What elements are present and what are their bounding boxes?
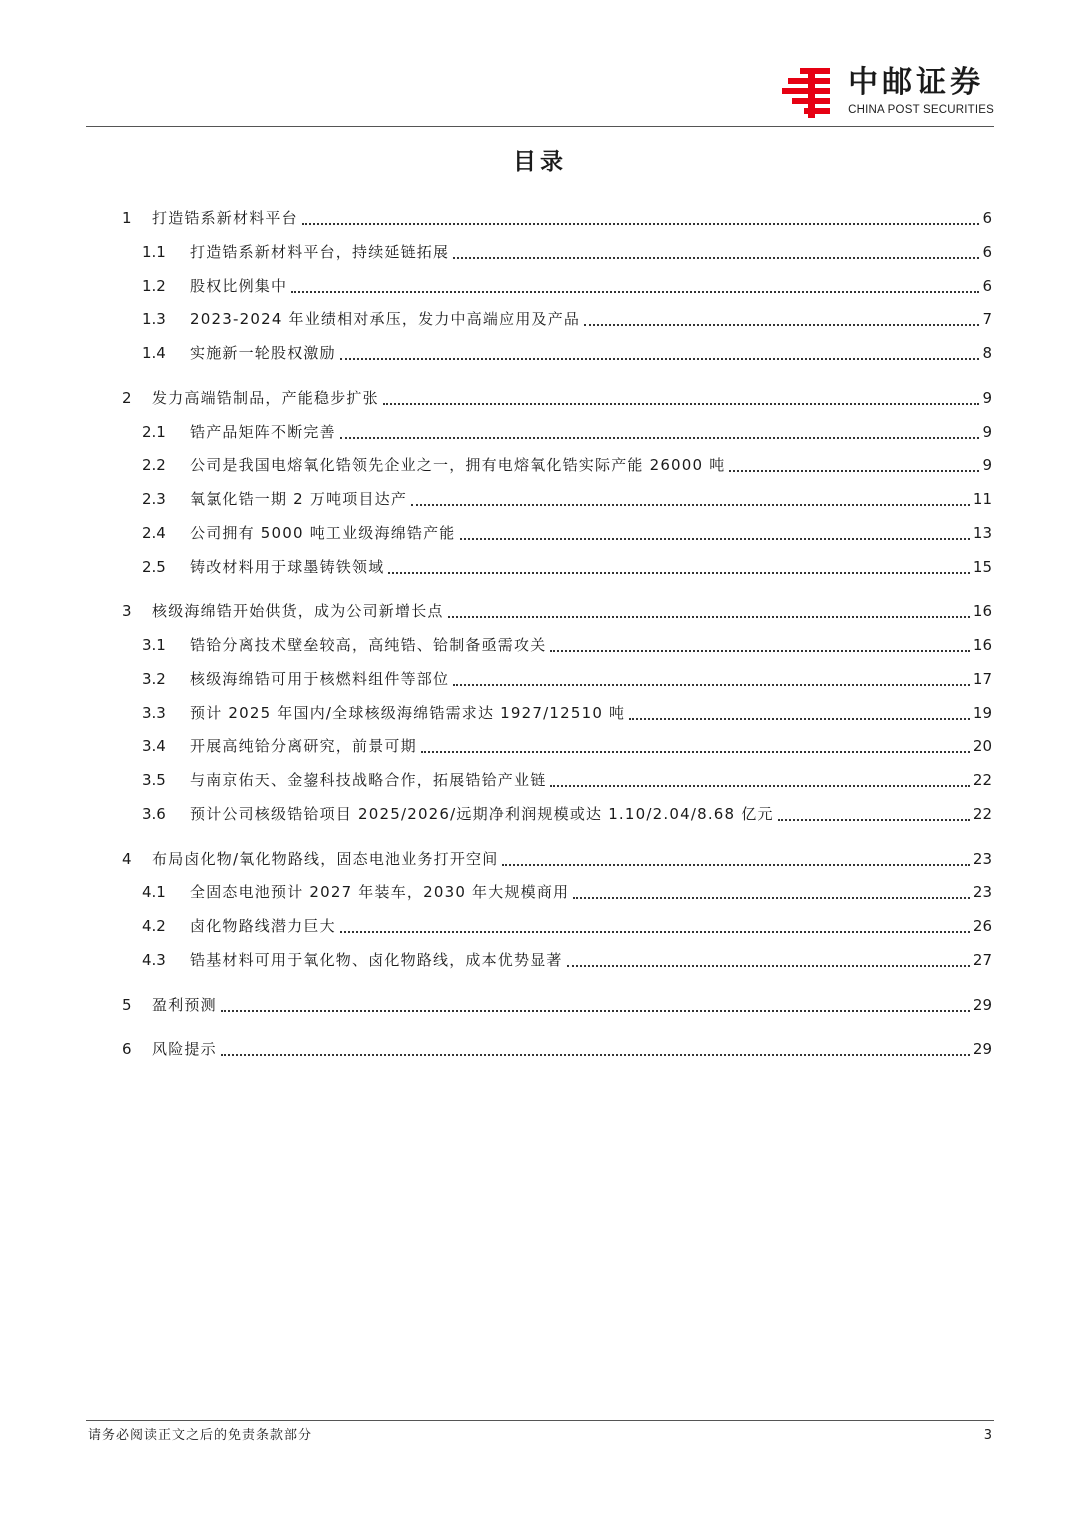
toc-entry-line [190, 486, 992, 512]
toc-entry[interactable] [0, 306, 1080, 332]
toc-entry[interactable] [0, 913, 1080, 939]
toc-entry-page: 20 [972, 737, 992, 756]
toc-dot-leader [448, 616, 970, 618]
toc-entry-page: 7 [982, 310, 992, 329]
toc-dot-leader [221, 1054, 970, 1056]
toc-entry-title: 盈利预测 [152, 995, 217, 1014]
toc-entry-page: 9 [982, 456, 992, 475]
header-divider [86, 126, 994, 127]
toc-dot-leader [383, 403, 980, 405]
toc-entry-page: 16 [972, 636, 992, 654]
toc-entry-title: 铸改材料用于球墨铸铁领域 [190, 557, 385, 576]
toc-entry-line [190, 666, 992, 692]
toc-entry-page: 8 [982, 344, 992, 362]
toc-entry-line [152, 1036, 992, 1062]
page-title: 目录 [513, 149, 567, 175]
footer-page-number: 3 [983, 1428, 992, 1443]
toc-entry-line [190, 452, 992, 478]
toc-dot-leader [411, 504, 970, 506]
toc-entry-number: 2.2 [142, 456, 166, 475]
toc-entry[interactable] [0, 801, 1080, 827]
toc-entry-number: 2 [122, 388, 132, 407]
toc-entry-number: 4.3 [142, 950, 166, 969]
toc-entry-title: 预计 2025 年国内/全球核级海绵锆需求达 1927/12510 吨 [190, 703, 626, 722]
toc-dot-leader [502, 864, 969, 866]
toc-entry[interactable] [0, 992, 1080, 1018]
toc-entry-page: 27 [972, 950, 992, 969]
toc-entry[interactable] [0, 632, 1080, 658]
toc-entry-title: 打造锆系新材料平台 [152, 209, 298, 227]
toc-entry-line [190, 700, 992, 726]
toc-dot-leader [460, 538, 970, 540]
toc-entry-page: 22 [972, 771, 992, 789]
toc-entry[interactable] [0, 554, 1080, 580]
toc-dot-leader [550, 785, 970, 787]
toc-entry-number: 1.2 [142, 276, 166, 295]
toc-dot-leader [340, 437, 980, 439]
toc-entry[interactable] [0, 879, 1080, 905]
toc-entry-line [190, 913, 992, 939]
toc-dot-leader [573, 897, 970, 899]
toc-entry-line [152, 385, 992, 411]
toc-dot-leader [629, 718, 970, 720]
toc-entry-title: 发力高端锆制品，产能稳步扩张 [152, 388, 379, 407]
toc-entry-line [190, 273, 992, 299]
toc-entry-title: 公司拥有 5000 吨工业级海绵锆产能 [190, 523, 456, 542]
toc-entry-number: 3.4 [142, 737, 166, 756]
toc-entry-page: 15 [972, 557, 992, 576]
toc-entry-line [190, 879, 992, 905]
toc-entry[interactable] [0, 700, 1080, 726]
toc-entry-title: 2023-2024 年业绩相对承压，发力中高端应用及产品 [190, 310, 581, 329]
toc-entry-page: 17 [972, 669, 992, 688]
toc-entry-page: 9 [982, 422, 992, 441]
toc-entry-title: 全固态电池预计 2027 年装车，2030 年大规模商用 [190, 883, 570, 902]
toc-entry[interactable] [0, 520, 1080, 546]
toc-entry-page: 13 [972, 523, 992, 542]
toc-entry-page: 29 [972, 1040, 992, 1059]
toc-entry[interactable] [0, 205, 1080, 231]
toc-entry-page: 16 [972, 602, 992, 621]
footer-divider [86, 1420, 994, 1421]
toc-entry-line [152, 598, 992, 624]
toc-entry-title: 核级海绵锆开始供货，成为公司新增长点 [152, 602, 444, 621]
toc-entry-number: 6 [122, 1040, 132, 1059]
toc-dot-leader [388, 572, 970, 574]
brand-logo [780, 66, 994, 124]
toc-entry-title: 核级海绵锆可用于核燃料组件等部位 [190, 669, 450, 688]
toc-entry-page: 6 [982, 276, 992, 295]
china-post-emblem-icon [780, 66, 838, 120]
toc-dot-leader [291, 291, 979, 293]
toc-entry-line [190, 306, 992, 332]
toc-entry-line [190, 767, 992, 793]
footer-disclaimer: 请务必阅读正文之后的免责条款部分 [88, 1428, 313, 1443]
toc-entry-title: 布局卤化物/氧化物路线，固态电池业务打开空间 [152, 849, 499, 868]
toc-entry[interactable] [0, 666, 1080, 692]
toc-entry-line [190, 239, 992, 265]
toc-entry-title: 打造锆系新材料平台，持续延链拓展 [190, 242, 450, 261]
toc-entry-number: 1.3 [142, 310, 166, 329]
toc-dot-leader [550, 650, 970, 652]
toc-entry-line [190, 801, 992, 827]
toc-entry-line [190, 632, 992, 658]
toc-entry-number: 2.1 [142, 422, 166, 441]
toc-entry-title: 预计公司核级锆铪项目 2025/2026/远期净利润规模或达 1.10/2.04/8.68 亿元 [190, 804, 774, 823]
toc-entry-title: 开展高纯铪分离研究，前景可期 [190, 737, 417, 756]
toc-entry-number: 1.4 [142, 344, 166, 362]
brand-name-cn: 中邮证券 [848, 65, 985, 100]
toc-dot-leader [778, 819, 970, 821]
toc-entry-page: 6 [982, 242, 992, 261]
toc-entry-line [190, 947, 992, 973]
toc-entry-title: 锆产品矩阵不断完善 [190, 422, 336, 441]
toc-entry-page: 6 [982, 209, 992, 227]
toc-entry-title: 氧氯化锆一期 2 万吨项目达产 [190, 490, 408, 508]
toc-dot-leader [340, 931, 970, 933]
toc-entry-number: 5 [122, 995, 132, 1014]
toc-entry-page: 23 [972, 849, 992, 868]
toc-entry-line [190, 733, 992, 759]
toc-entry-number: 2.4 [142, 523, 166, 542]
toc-entry-line [190, 520, 992, 546]
toc-entry[interactable] [0, 947, 1080, 973]
toc-entry-page: 9 [982, 388, 992, 407]
toc-entry-number: 1.1 [142, 242, 166, 261]
toc-entry-number: 3.2 [142, 669, 166, 688]
toc-entry[interactable] [0, 733, 1080, 759]
toc-entry-title: 锆铪分离技术壁垒较高，高纯锆、铪制备亟需攻关 [190, 636, 547, 654]
toc-entry-number: 4.2 [142, 917, 166, 935]
toc-entry[interactable] [0, 452, 1080, 478]
toc-entry-title: 卤化物路线潜力巨大 [190, 917, 336, 935]
toc-dot-leader [421, 751, 970, 753]
brand-name-en: CHINA POST SECURITIES [848, 104, 994, 116]
toc-entry-number: 3.5 [142, 771, 166, 789]
toc-entry-line [152, 992, 992, 1018]
toc-entry-page: 26 [972, 917, 992, 935]
toc-entry-number: 2.3 [142, 490, 166, 508]
toc-dot-leader [584, 324, 979, 326]
toc-entry-page: 22 [972, 804, 992, 823]
toc-dot-leader [302, 223, 980, 225]
toc-entry-number: 2.5 [142, 557, 166, 576]
toc-entry-number: 4 [122, 849, 132, 868]
toc-entry[interactable] [0, 419, 1080, 445]
toc-dot-leader [340, 358, 980, 360]
toc-entry[interactable] [0, 767, 1080, 793]
toc-entry[interactable] [0, 273, 1080, 299]
toc-entry-page: 11 [972, 490, 992, 508]
toc-entry-title: 风险提示 [152, 1040, 217, 1059]
toc-entry[interactable] [0, 239, 1080, 265]
toc-entry-page: 19 [972, 703, 992, 722]
toc-entry-number: 1 [122, 209, 132, 227]
toc-entry[interactable] [0, 486, 1080, 512]
toc-entry-number: 4.1 [142, 883, 166, 902]
toc-entry[interactable] [0, 846, 1080, 872]
toc-entry-title: 锆基材料可用于氧化物、卤化物路线，成本优势显著 [190, 950, 563, 969]
toc-entry-page: 23 [972, 883, 992, 902]
toc-entry-page: 29 [972, 995, 992, 1014]
toc-entry-line [152, 205, 992, 231]
toc-entry-title: 实施新一轮股权激励 [190, 344, 336, 362]
toc-entry[interactable] [0, 1036, 1080, 1062]
toc-entry-line [190, 419, 992, 445]
toc-entry-number: 3.1 [142, 636, 166, 654]
toc-entry-number: 3.6 [142, 804, 166, 823]
toc-entry-number: 3 [122, 602, 132, 621]
toc-dot-leader [221, 1010, 970, 1012]
toc-entry-line [152, 846, 992, 872]
toc-entry[interactable] [0, 340, 1080, 366]
toc-entry-title: 公司是我国电熔氧化锆领先企业之一，拥有电熔氧化锆实际产能 26000 吨 [190, 456, 726, 475]
toc-entry-number: 3.3 [142, 703, 166, 722]
toc-entry[interactable] [0, 385, 1080, 411]
toc-entry-line [190, 554, 992, 580]
toc-entry-line [190, 340, 992, 366]
toc-dot-leader [729, 470, 979, 472]
toc-dot-leader [567, 965, 970, 967]
toc-entry[interactable] [0, 598, 1080, 624]
toc-entry-title: 与南京佑天、金鋆科技战略合作，拓展锆铪产业链 [190, 771, 547, 789]
toc-dot-leader [453, 257, 979, 259]
toc-dot-leader [453, 684, 970, 686]
toc-entry-title: 股权比例集中 [190, 276, 288, 295]
